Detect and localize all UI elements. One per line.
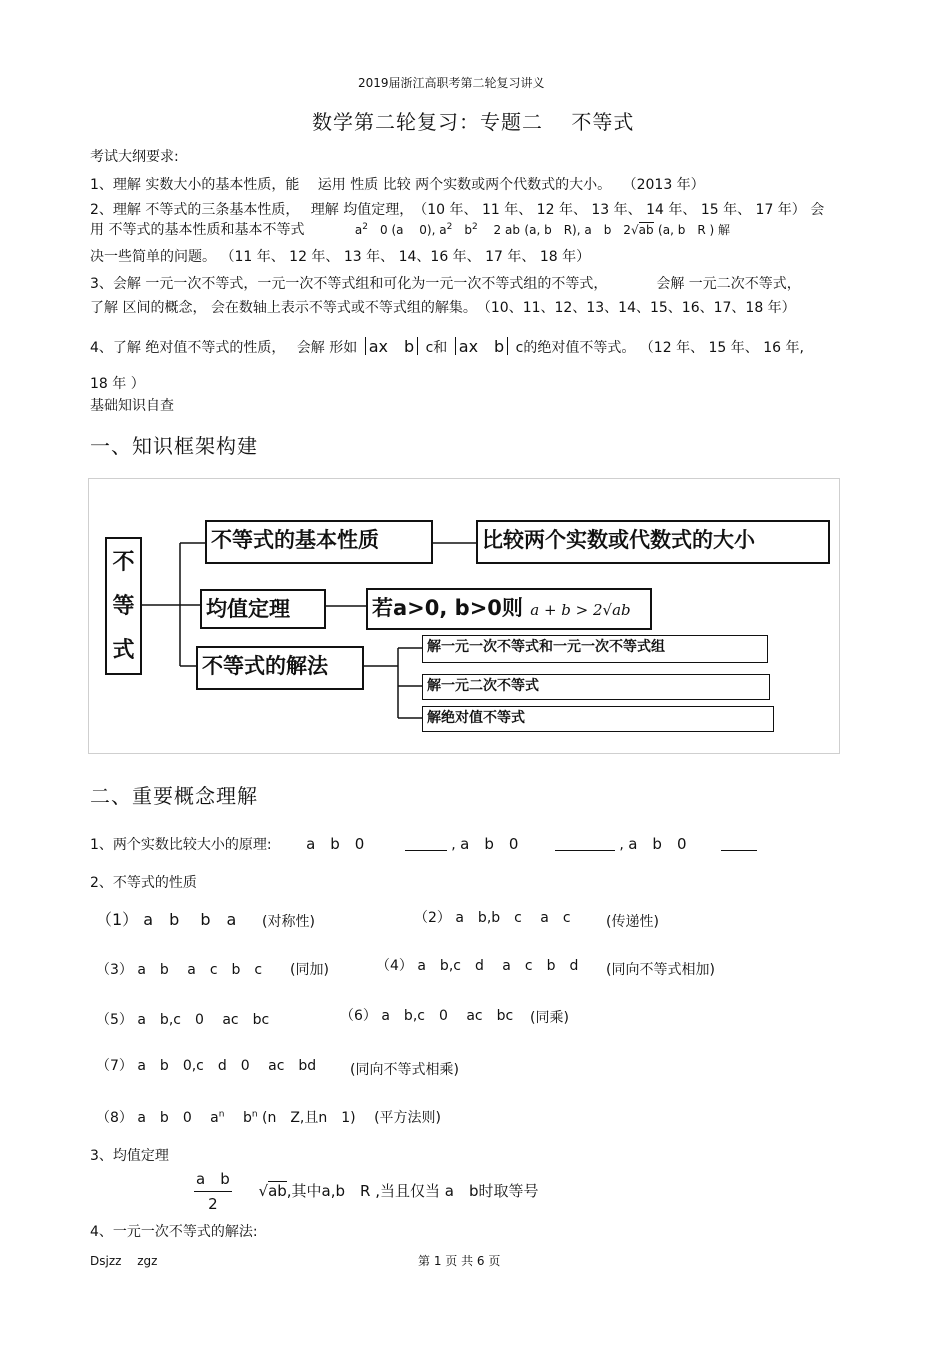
page-number: 第 1 页 共 6 页 xyxy=(418,1254,501,1268)
property-5: （5） a b,c 0 ac bc xyxy=(96,1012,270,1028)
node-mean-condition: 若a>0, b>0则 a + b > 2√ab xyxy=(366,588,652,630)
mean-inequality-formula: $\frac{\text{a b}}{2}$ √ab,其中a,b R ,当且仅当 a b时取等号 xyxy=(196,1170,539,1213)
property-2-note: (传递性) xyxy=(606,914,659,930)
syllabus-item-2-line2: 用 不等式的基本性质和基本不等式 $a^2$ 0 (a 0), $a^2$ $b^2$ 2 ab (a, b R), a b 2√ab (a, b R ) 解 xyxy=(90,222,730,238)
node-quadratic-inequality: 解一元二次不等式 xyxy=(422,674,770,700)
node-mean-theorem: 均值定理 xyxy=(200,589,326,629)
property-2: （2） a b,b c a c xyxy=(414,910,571,926)
syllabus-item-4-line2: 18 年 ） xyxy=(90,376,145,392)
property-3: （3） a b a c b c xyxy=(96,962,263,978)
syllabus-heading: 考试大纲要求: xyxy=(90,149,179,165)
concept-1: 1、两个实数比较大小的原理: a b 0 , a b 0 , a b 0 xyxy=(90,833,757,854)
syllabus-item-2-line1: 2、理解 不等式的三条基本性质， 理解 均值定理， （10 年、 11 年、 12 年、 13 年、 14 年、 15 年、 17 年） 会 xyxy=(90,202,825,218)
syllabus-item-2-line3: 决一些简单的问题。 （11 年、 12 年、 13 年、 14、16 年、 17 年、 18 年） xyxy=(90,249,591,265)
node-basic-properties: 不等式的基本性质 xyxy=(205,520,433,564)
concept-4-heading: 4、一元一次不等式的解法: xyxy=(90,1224,258,1240)
property-1-note: (对称性) xyxy=(262,914,315,930)
concept-2-heading: 2、不等式的性质 xyxy=(90,875,197,891)
section-2-heading: 二、重要概念理解 xyxy=(90,784,258,808)
property-6: （6） a b,c 0 ac bc xyxy=(340,1008,514,1024)
property-7: （7） a b 0,c d 0 ac bd xyxy=(96,1058,317,1074)
self-check-heading: 基础知识自查 xyxy=(90,398,174,414)
syllabus-item-3-line2: 了解 区间的概念， 会在数轴上表示不等式或不等式组的解集。 （10、11、12、13、14、15、16、17、18 年） xyxy=(90,300,796,316)
footer-left: Dsjzz zgz xyxy=(90,1254,158,1268)
syllabus-item-4: 4、了解 绝对值不等式的性质， 会解 形如 ax b c和 ax b c的绝对值不等式。 （12 年、 15 年、 16 年, xyxy=(90,337,804,356)
property-6-note: (同乘) xyxy=(530,1010,569,1026)
property-4-note: (同向不等式相加) xyxy=(606,962,715,978)
syllabus-item-3-line1: 3、会解 一元一次不等式，一元一次不等式组和可化为一元一次不等式组的不等式， 会解 一元二次不等式， xyxy=(90,276,801,292)
property-7-note: (同向不等式相乘) xyxy=(350,1062,459,1078)
concept-3-heading: 3、均值定理 xyxy=(90,1148,169,1164)
syllabus-item-1: 1、理解 实数大小的基本性质，能 运用 性质 比较 两个实数或两个代数式的大小。 （2013 年） xyxy=(90,177,705,193)
node-solving-methods: 不等式的解法 xyxy=(196,646,364,690)
node-absolute-inequality: 解绝对值不等式 xyxy=(422,706,774,732)
node-linear-inequality: 解一元一次不等式和一元一次不等式组 xyxy=(422,635,768,663)
root-node: 不 等 式 xyxy=(105,537,142,675)
property-1: （1） a b b a xyxy=(96,910,237,929)
property-4: （4） a b,c d a c b d xyxy=(376,958,579,974)
property-3-note: (同加) xyxy=(290,962,329,978)
running-header: 2019届浙江高职考第二轮复习讲义 xyxy=(358,76,545,90)
property-8: （8） a b 0 $a^n$ $b^n$ (n Z,且n 1) (平方法则) xyxy=(96,1109,442,1126)
node-compare-size: 比较两个实数或代数式的大小 xyxy=(476,520,830,564)
section-1-heading: 一、知识框架构建 xyxy=(90,434,258,458)
page-title: 数学第二轮复习：专题二 不等式 xyxy=(312,110,635,134)
